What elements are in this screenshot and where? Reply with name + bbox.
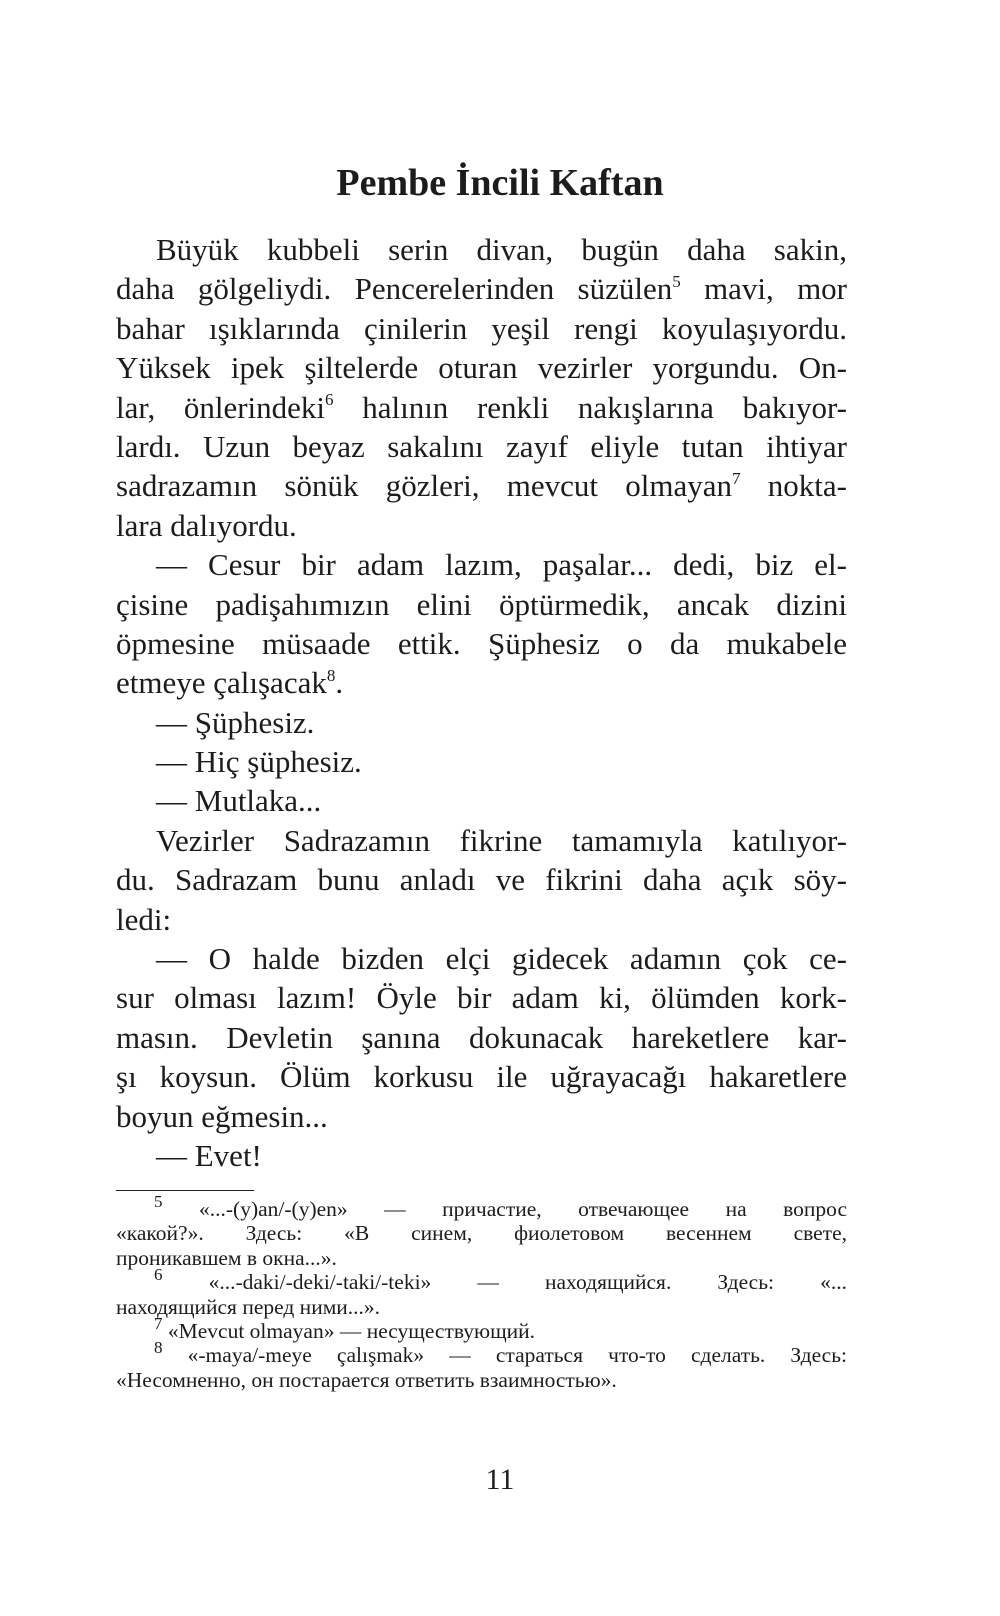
text-line: Yüksek ipek şiltelerde oturan vezirler yorgundu. On- <box>116 350 847 386</box>
text-line: sur olması lazım! Öyle bir adam ki, ölümden kork- <box>116 980 847 1016</box>
footnote-marker: 7 <box>732 469 741 489</box>
text-line: — O halde bizden elçi gidecek adamın çok ce- <box>156 941 847 977</box>
page-number: 11 <box>485 1463 515 1496</box>
footnote-line: $^5$ «...-(y)an/-(y)en» — причастие, отвечающее на вопрос <box>154 1191 847 1221</box>
text-line: — Mutlaka... <box>156 783 322 819</box>
text-line: lara dalıyordu. <box>116 507 297 543</box>
footnote-line: $^6$ «...-daki/-deki/-taki/-teki» — находящийся. Здесь: «... <box>154 1265 847 1295</box>
footnote-marker: 6 <box>325 390 334 410</box>
footnote-line: $^7$ «Mevcut olmayan» — несуществующий. <box>154 1313 536 1343</box>
footnote-line: проникавшем в окна...». <box>116 1245 337 1270</box>
text-line: lar, önlerindeki$^6$ halının renkli nakışlarına bakıyor- <box>116 389 847 425</box>
footnotes <box>116 1191 847 1392</box>
text-line: masın. Devletin şanına dokunacak hareketlere kar- <box>116 1019 847 1055</box>
text-line: çisine padişahımızın elini öptürmedik, ancak dizini <box>116 586 847 622</box>
footnote-line: «какой?». Здесь: «В синем, фиолетовом весеннем свете, <box>116 1221 847 1246</box>
text-line: Vezirler Sadrazamın fikrine tamamıyla katılıyor- <box>156 822 847 858</box>
footnote-number: 6 <box>154 1265 163 1285</box>
footnote-line: «Несомненно, он постарается ответить взаимностью». <box>116 1367 617 1392</box>
text-line: — Hiç şüphesiz. <box>156 744 362 780</box>
footnote-number: 8 <box>154 1338 163 1358</box>
footnote-separator <box>116 1190 254 1191</box>
text-line: — Evet! <box>156 1137 262 1173</box>
text-line: bahar ışıklarında çinilerin yeşil rengi koyulaşıyordu. <box>116 310 847 346</box>
text-line: ledi: <box>116 901 172 937</box>
footnote-number: 7 <box>154 1313 163 1333</box>
chapter-title: Pembe İncili Kaftan <box>336 162 664 204</box>
text-line: etmeye çalışacak$^8$. <box>116 665 344 701</box>
footnote-number: 5 <box>154 1191 163 1211</box>
text-line: — Cesur bir adam lazım, paşalar... dedi, biz el- <box>156 547 847 583</box>
text-line: lardı. Uzun beyaz sakalını zayıf eliyle tutan ihtiyar <box>116 428 847 464</box>
text-line: Büyük kubbeli serin divan, bugün daha sakin, <box>156 232 847 267</box>
text-line: şı koysun. Ölüm korkusu ile uğrayacağı hakaretlere <box>116 1059 847 1095</box>
text-line: boyun eğmesin... <box>116 1098 328 1134</box>
text-line: sadrazamın sönük gözleri, mevcut olmayan$^7$ nokta- <box>116 468 847 504</box>
footnote-marker: 5 <box>672 272 681 292</box>
footnote-line: $^8$ «-maya/-meye çalışmak» — стараться что-то сделать. Здесь: <box>154 1338 847 1368</box>
text-line: — Şüphesiz. <box>156 704 315 740</box>
footnote-marker: 8 <box>326 665 336 685</box>
footnote-line: находящийся перед ними...». <box>116 1294 381 1319</box>
text-line: daha gölgeliydi. Pencerelerinden süzülen$^5$ mavi, mor <box>116 271 847 307</box>
main-text <box>116 230 847 1175</box>
text-line: öpmesine müsaade ettik. Şüphesiz o da mukabele <box>116 625 847 661</box>
text-line: du. Sadrazam bunu anladı ve fikrini daha açık söy- <box>116 862 847 898</box>
